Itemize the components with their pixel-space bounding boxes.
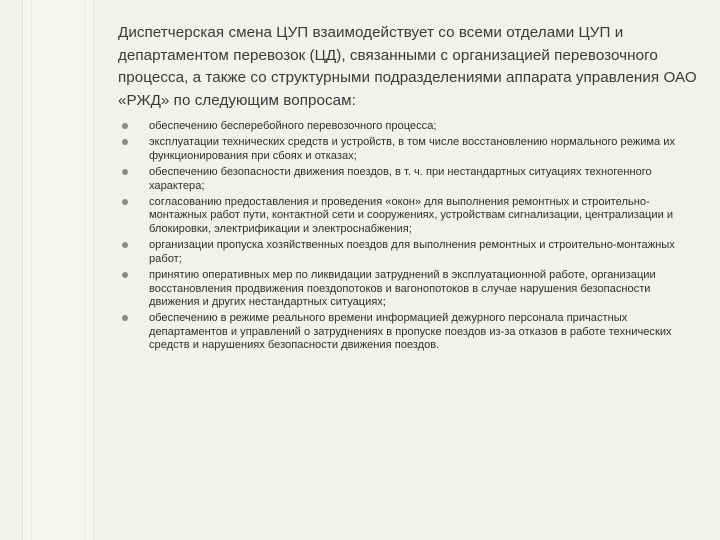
slide-heading: Диспетчерская смена ЦУП взаимодействует со всеми отделами ЦУП и департаментом перевозок (ЦД), связанными с организацией перевозочного процесса, а также со структурными подразделениями аппарата управления ОАО «РЖД» по следующим вопросам: (118, 24, 697, 109)
list-item-text: согласованию предоставления и проведения «окон» для выполнения ремонтных и строительно-монтажных работ пути, контактной сети и сооружениях, устройствам сигнализации, централизации и блокировки, электрификации и электроснабжения; (149, 195, 674, 235)
bullet-icon (122, 169, 128, 175)
slide-content (118, 22, 698, 356)
list-item-text: обеспечению бесперебойного перевозочного процесса; (149, 120, 437, 132)
bullet-icon (122, 242, 128, 248)
list-item (118, 120, 698, 134)
list-item-text: принятию оперативных мер по ликвидации затруднений в эксплуатационной работе, организации восстановления продвижения поездопотоков и вагонопотоков в случае нарушения безопасности движения и других нестандартных ситуациях; (149, 268, 656, 309)
list-item (118, 312, 698, 353)
list-item-text: обеспечению в режиме реального времени информацией дежурного персонала причастных департаментов и управлений о затруднениях в пропуске поездов из-за отказов в работе технических средств и нарушениях безопасности движения поездов. (149, 312, 672, 352)
list-item-text: обеспечению безопасности движения поездов, в т. ч. при нестандартных ситуациях техногенного характера; (149, 165, 652, 192)
list-item (118, 269, 698, 310)
bullet-icon (122, 139, 128, 145)
list-item-text: организации пропуска хозяйственных поездов для выполнения ремонтных и строительно-монтажных работ; (149, 239, 675, 265)
list-item (118, 136, 698, 163)
list-item (118, 239, 698, 266)
list-item (118, 166, 698, 193)
decorative-left-border (22, 0, 94, 540)
bullet-icon (122, 199, 128, 205)
bullet-icon (122, 272, 128, 278)
list-item (118, 196, 698, 237)
bullet-icon (122, 123, 128, 129)
bullet-list (118, 120, 698, 353)
bullet-icon (122, 315, 128, 321)
list-item-text: эксплуатации технических средств и устройств, в том числе восстановлению нормального режима их функционирования при сбоях и отказах; (149, 136, 676, 162)
